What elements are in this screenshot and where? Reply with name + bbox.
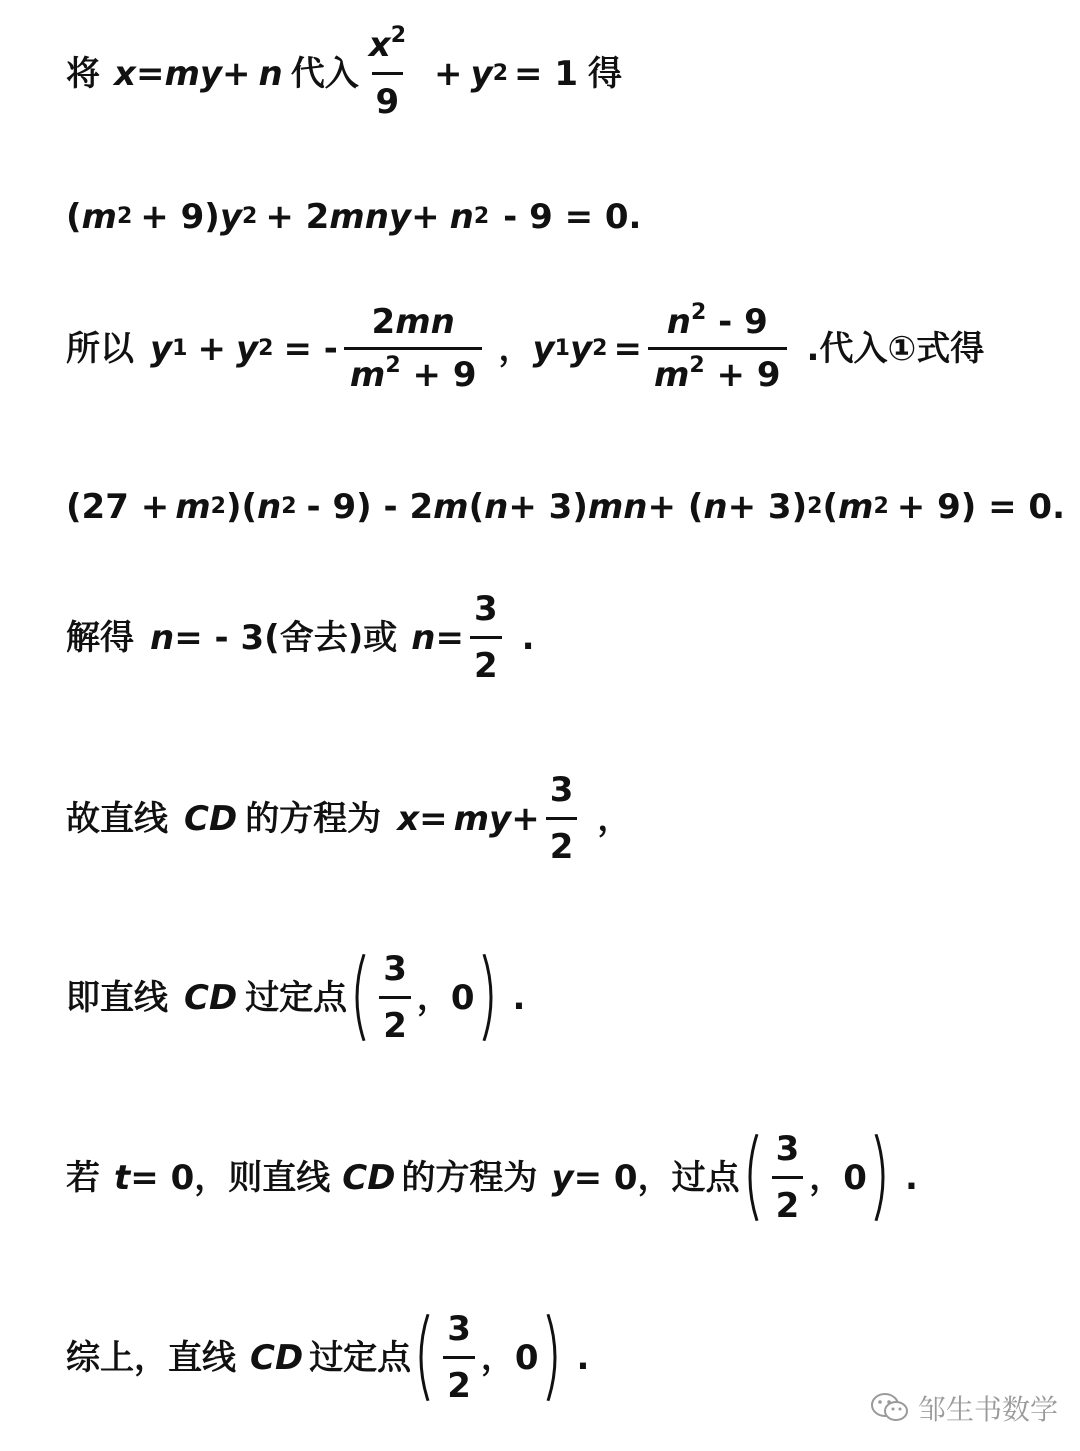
term: - 9 = 0. (503, 197, 642, 237)
var-y: y (532, 328, 555, 369)
coord-zero: ，0 (809, 1157, 867, 1198)
text-prefix: 故直线 (66, 798, 168, 839)
text-mid: = - 3(舍去)或 (174, 617, 398, 658)
var-n: n (258, 53, 283, 94)
text-mid: 的方程为 (245, 798, 382, 839)
point-coordinates (349, 949, 498, 1046)
fraction-denominator (648, 347, 787, 395)
term: - 9) - 2 (306, 487, 434, 527)
var-t: t (114, 1157, 131, 1198)
fraction-numerator (366, 302, 461, 347)
equals-neg: = - (283, 328, 338, 369)
text-mid: 的方程为 (401, 1157, 538, 1198)
text-substitute-into: 代入 (290, 53, 359, 94)
var-m: m (838, 487, 874, 527)
plus: + (197, 328, 226, 369)
text-prefix: 即直线 (66, 977, 168, 1018)
line-fixed-point (66, 949, 526, 1046)
period: . (576, 1337, 590, 1378)
den-var: m (653, 355, 690, 395)
var-x: x (397, 798, 420, 839)
fraction-3-over-2 (772, 1129, 804, 1226)
coord-zero: ，0 (416, 977, 475, 1018)
var-m: m (164, 53, 200, 94)
var-y: y (219, 197, 242, 237)
wechat-icon (870, 1391, 910, 1425)
term: (27 + (66, 487, 170, 527)
fraction-denominator: 2 (546, 817, 578, 864)
var-m: m (81, 197, 117, 237)
plus: + (411, 197, 440, 237)
den-exp: 2 (385, 353, 401, 378)
equals: = (435, 617, 464, 658)
num-exp: 2 (390, 23, 407, 48)
num-var: mn (395, 302, 455, 342)
var-n: n (150, 617, 175, 658)
den-rest: + 9 (716, 355, 781, 395)
plus: + (434, 53, 463, 94)
fraction-x2-over-9 (365, 23, 410, 122)
var-y: y (569, 328, 593, 369)
fraction-denominator: 2 (772, 1176, 804, 1223)
fraction-denominator: 2 (470, 636, 502, 683)
text-prefix: 解得 (66, 617, 134, 658)
term: ( (822, 487, 838, 527)
equals: = (419, 798, 448, 839)
fraction-3-over-2 (470, 589, 502, 686)
term: )( (225, 487, 258, 527)
line-quadratic: ( m 2 + 9) y 2 + 2 mny + n 2 - 9 = 0. (66, 197, 642, 237)
fraction-numerator: 3 (775, 1129, 800, 1169)
fraction-numerator (661, 300, 774, 347)
right-paren (545, 1312, 563, 1403)
var-y: y (150, 328, 173, 369)
fraction-numerator: 3 (473, 589, 498, 629)
term: + 2 (265, 197, 330, 237)
var-n: n (449, 197, 474, 237)
line-vieta: 所以 y 1 + y 2 = - $\frac{2mn}{m^2 + 9}$ ， y 1 y 2 = $\frac{n^2 - 9}{m^2 + 9}$ .代入①式得 (66, 300, 985, 395)
fraction-3-over-2 (443, 1309, 475, 1406)
text-prefix: 所以 (66, 328, 134, 369)
den-exp: 2 (689, 353, 705, 378)
line-cd-equation (66, 770, 632, 867)
text-prefix: 综上，直线 (66, 1337, 236, 1378)
comma: ， (498, 328, 533, 369)
fraction-sum (344, 302, 483, 395)
text-suffix: .代入①式得 (806, 328, 985, 369)
num-var: x (368, 25, 391, 65)
paren: ( (66, 197, 82, 237)
period: . (521, 617, 535, 658)
point-coordinates (742, 1129, 891, 1226)
left-paren (349, 952, 367, 1043)
var-n: n (484, 487, 509, 527)
var-m: m (433, 487, 469, 527)
fraction-numerator: 3 (447, 1309, 471, 1349)
left-paren (742, 1132, 760, 1223)
text-prefix: 若 (66, 1157, 100, 1198)
right-paren (873, 1132, 891, 1223)
right-paren (481, 952, 499, 1043)
watermark (870, 1388, 1058, 1428)
var-y: y (199, 53, 223, 94)
term: ( (468, 487, 485, 527)
var-y: y (551, 1157, 574, 1198)
left-paren (413, 1312, 431, 1403)
var-n: n (703, 487, 728, 527)
text-suffix: 得 (587, 53, 622, 94)
text-mid: 过定点 (309, 1337, 412, 1378)
var-cd: CD (250, 1337, 304, 1378)
fraction-3-over-2 (546, 770, 578, 867)
var-x: x (114, 53, 136, 94)
fraction-numerator (365, 23, 410, 72)
watermark-text: 邹生书数学 (918, 1393, 1059, 1426)
text-mid: = 0，过点 (573, 1157, 740, 1198)
line-conclusion (66, 1309, 590, 1406)
fraction-3-over-2 (379, 949, 411, 1046)
fraction-denominator: 2 (379, 996, 411, 1043)
text-mid: = 0，则直线 (130, 1157, 331, 1198)
num-var: n (666, 302, 691, 342)
line-substitute: 将 x = m y + n 代入 $\frac{x^2}{9}$ + y 2 = 1 得 (66, 23, 622, 122)
term: + 9) = 0. (896, 487, 1066, 527)
var-n: n (257, 487, 282, 527)
line-solve-n (66, 589, 535, 686)
var-mny: mny (329, 197, 412, 237)
term: + ( (647, 487, 704, 527)
term: + 3) (727, 487, 808, 527)
text-prefix: 将 (66, 53, 100, 94)
den-var: m (349, 355, 386, 395)
fraction-product (648, 300, 787, 395)
equals: = (135, 53, 165, 94)
fraction-denominator: 9 (372, 72, 404, 119)
var-cd: CD (184, 798, 238, 839)
text-mid: 过定点 (245, 977, 348, 1018)
var-my: my (453, 798, 512, 839)
line-t-zero-case (66, 1129, 918, 1226)
comma: ， (597, 798, 632, 839)
rhs: = 1 (514, 53, 578, 94)
var-y: y (235, 328, 259, 369)
var-mn: mn (587, 487, 648, 527)
point-coordinates (413, 1309, 562, 1406)
line-expanded-equation: (27 + m 2 )( n 2 - 9) - 2 m ( n + 3) mn + ( n + 3) 2 ( m 2 + 9) = 0. (66, 487, 1066, 527)
num-coef: 2 (371, 302, 396, 342)
var-m: m (175, 487, 211, 527)
fraction-numerator: 3 (549, 770, 574, 810)
period: . (904, 1157, 918, 1198)
term: + 9) (140, 197, 220, 237)
num-exp: 2 (690, 300, 707, 325)
fraction-denominator: 2 (443, 1356, 475, 1403)
var-n: n (411, 617, 436, 658)
var-cd: CD (342, 1157, 396, 1198)
var-y: y (470, 53, 493, 94)
plus: + (222, 53, 251, 94)
coord-zero: ，0 (480, 1337, 539, 1378)
period: . (512, 977, 526, 1018)
term: + 3) (508, 487, 588, 527)
var-cd: CD (184, 977, 238, 1018)
den-rest: + 9 (412, 355, 477, 395)
fraction-numerator: 3 (383, 949, 407, 989)
plus: + (511, 798, 540, 839)
fraction-denominator (344, 347, 483, 395)
equals: = (613, 328, 642, 369)
num-rest: - 9 (718, 302, 768, 342)
